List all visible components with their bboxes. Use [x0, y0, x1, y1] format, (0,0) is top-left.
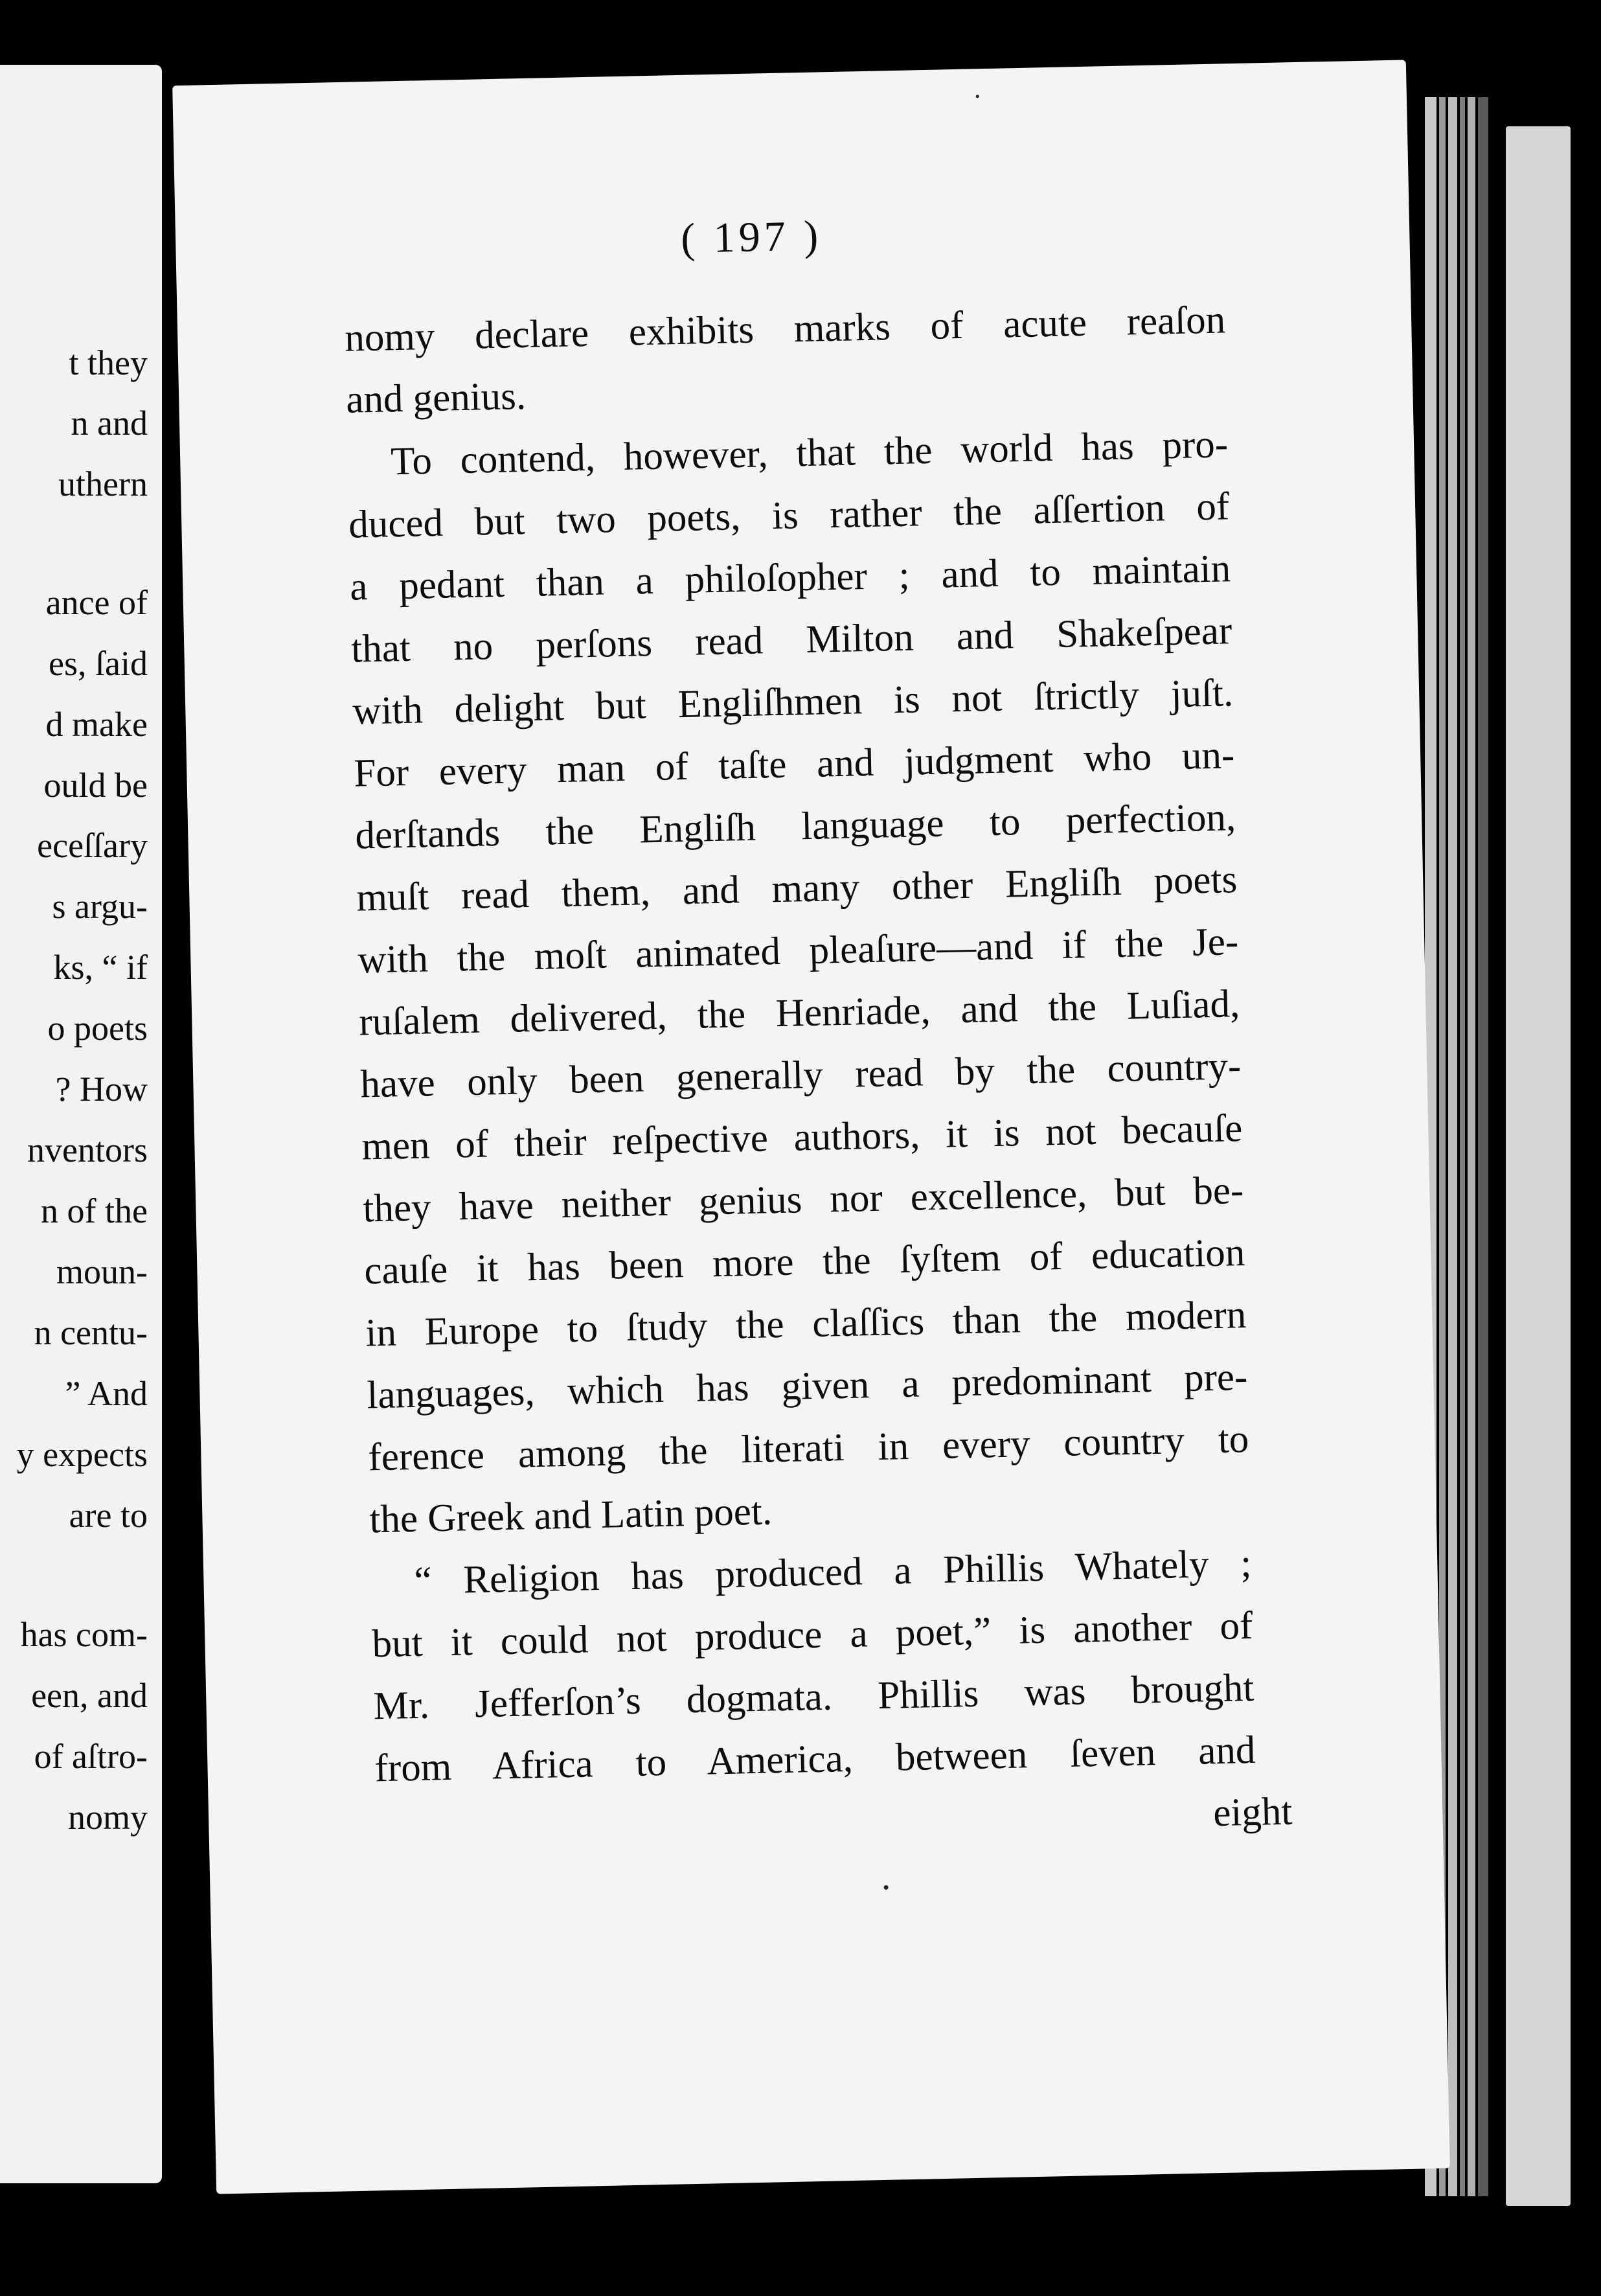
facing-page-line: ” And — [65, 1374, 148, 1413]
facing-page-line: nventors — [27, 1131, 148, 1169]
text-line: a pedant than a philoſopher ; and to maintain — [349, 547, 1231, 609]
text-line: men of their reſpective authors, it is not becauſe — [361, 1107, 1243, 1169]
facing-page-line: n centu- — [34, 1313, 148, 1352]
facing-page-line: of aſtro- — [34, 1737, 148, 1776]
text-line: Mr. Jefferſon’s dogmata. Phillis was brought — [372, 1666, 1255, 1728]
text-line: in Europe to ſtudy the claſſics than the modern — [365, 1293, 1247, 1355]
page-edge — [1448, 97, 1457, 2196]
facing-page-line: has com- — [20, 1615, 148, 1654]
facing-page-line: n and — [71, 404, 148, 442]
text-line: from Africa to America, between ſeven and — [374, 1728, 1256, 1791]
text-line: “ Religion has produced a Phillis Whately ; — [413, 1541, 1252, 1603]
text-line: duced but two poets, is rather the aſſertion of — [348, 485, 1230, 547]
text-line: derſtands the Engliſh language to perfection, — [354, 796, 1236, 858]
facing-page-line: moun- — [56, 1252, 148, 1291]
page-edge — [1460, 97, 1465, 2196]
facing-page-line: ance of — [45, 583, 148, 622]
ink-speck — [884, 1885, 889, 1890]
page-197 — [172, 60, 1450, 2194]
facing-page-line: ? How — [55, 1070, 148, 1108]
text-line: with the moſt animated pleaſure—and if the Je- — [357, 920, 1239, 982]
facing-page-line: ould be — [43, 766, 148, 805]
facing-page-line: uthern — [58, 465, 148, 503]
text-line: cauſe it has been more the ſyſtem of education — [363, 1231, 1245, 1293]
facing-page-line: s argu- — [52, 887, 148, 926]
facing-page-line: n of the — [41, 1191, 148, 1230]
page-edge — [1478, 97, 1488, 2196]
facing-page-line: are to — [69, 1496, 148, 1535]
book-cover-edge — [1506, 126, 1571, 2206]
facing-page-line: een, and — [31, 1676, 148, 1715]
text-line: ruſalem delivered, the Henriade, and the Luſiad, — [358, 982, 1240, 1044]
facing-page-line: nomy — [67, 1798, 148, 1837]
catchword: eight — [1212, 1789, 1293, 1835]
ink-speck — [976, 95, 979, 98]
text-line: and genius. — [345, 374, 527, 422]
text-line: but it could not produce a poet,” is another of — [371, 1603, 1253, 1666]
text-line: the Greek and Latin poet. — [369, 1489, 773, 1542]
text-line: have only been generally read by the country- — [359, 1044, 1242, 1107]
text-line: that no perſons read Milton and Shakeſpear — [350, 609, 1232, 671]
page-text-block — [172, 60, 1450, 2194]
page-number: ( 197 ) — [680, 212, 823, 262]
text-line: For every man of taſte and judgment who un- — [353, 733, 1235, 796]
text-line: with delight but Engliſhmen is not ſtrictly juſt. — [352, 671, 1234, 733]
page-edge — [1468, 97, 1475, 2196]
facing-page-line: eceſſary — [37, 826, 148, 865]
text-line: muſt read them, and many other Engliſh poets — [356, 858, 1238, 920]
facing-page-line: es, ſaid — [49, 644, 148, 683]
facing-page-line: d make — [45, 705, 148, 744]
facing-page-line: ks, “ if — [53, 948, 148, 987]
text-line: To contend, however, that the world has pro- — [390, 422, 1229, 484]
facing-page-line: o poets — [47, 1009, 148, 1048]
facing-page-line: y expects — [16, 1435, 148, 1474]
text-line: ference among the literati in every country to — [367, 1417, 1249, 1480]
text-line: languages, which has given a predominant pre- — [366, 1355, 1248, 1418]
text-line: nomy declare exhibits marks of acute reaſon — [344, 298, 1226, 360]
facing-page-left — [0, 65, 162, 2183]
facing-page-line: t they — [69, 343, 148, 382]
text-line: they have neither genius nor excellence, but be- — [362, 1169, 1244, 1231]
